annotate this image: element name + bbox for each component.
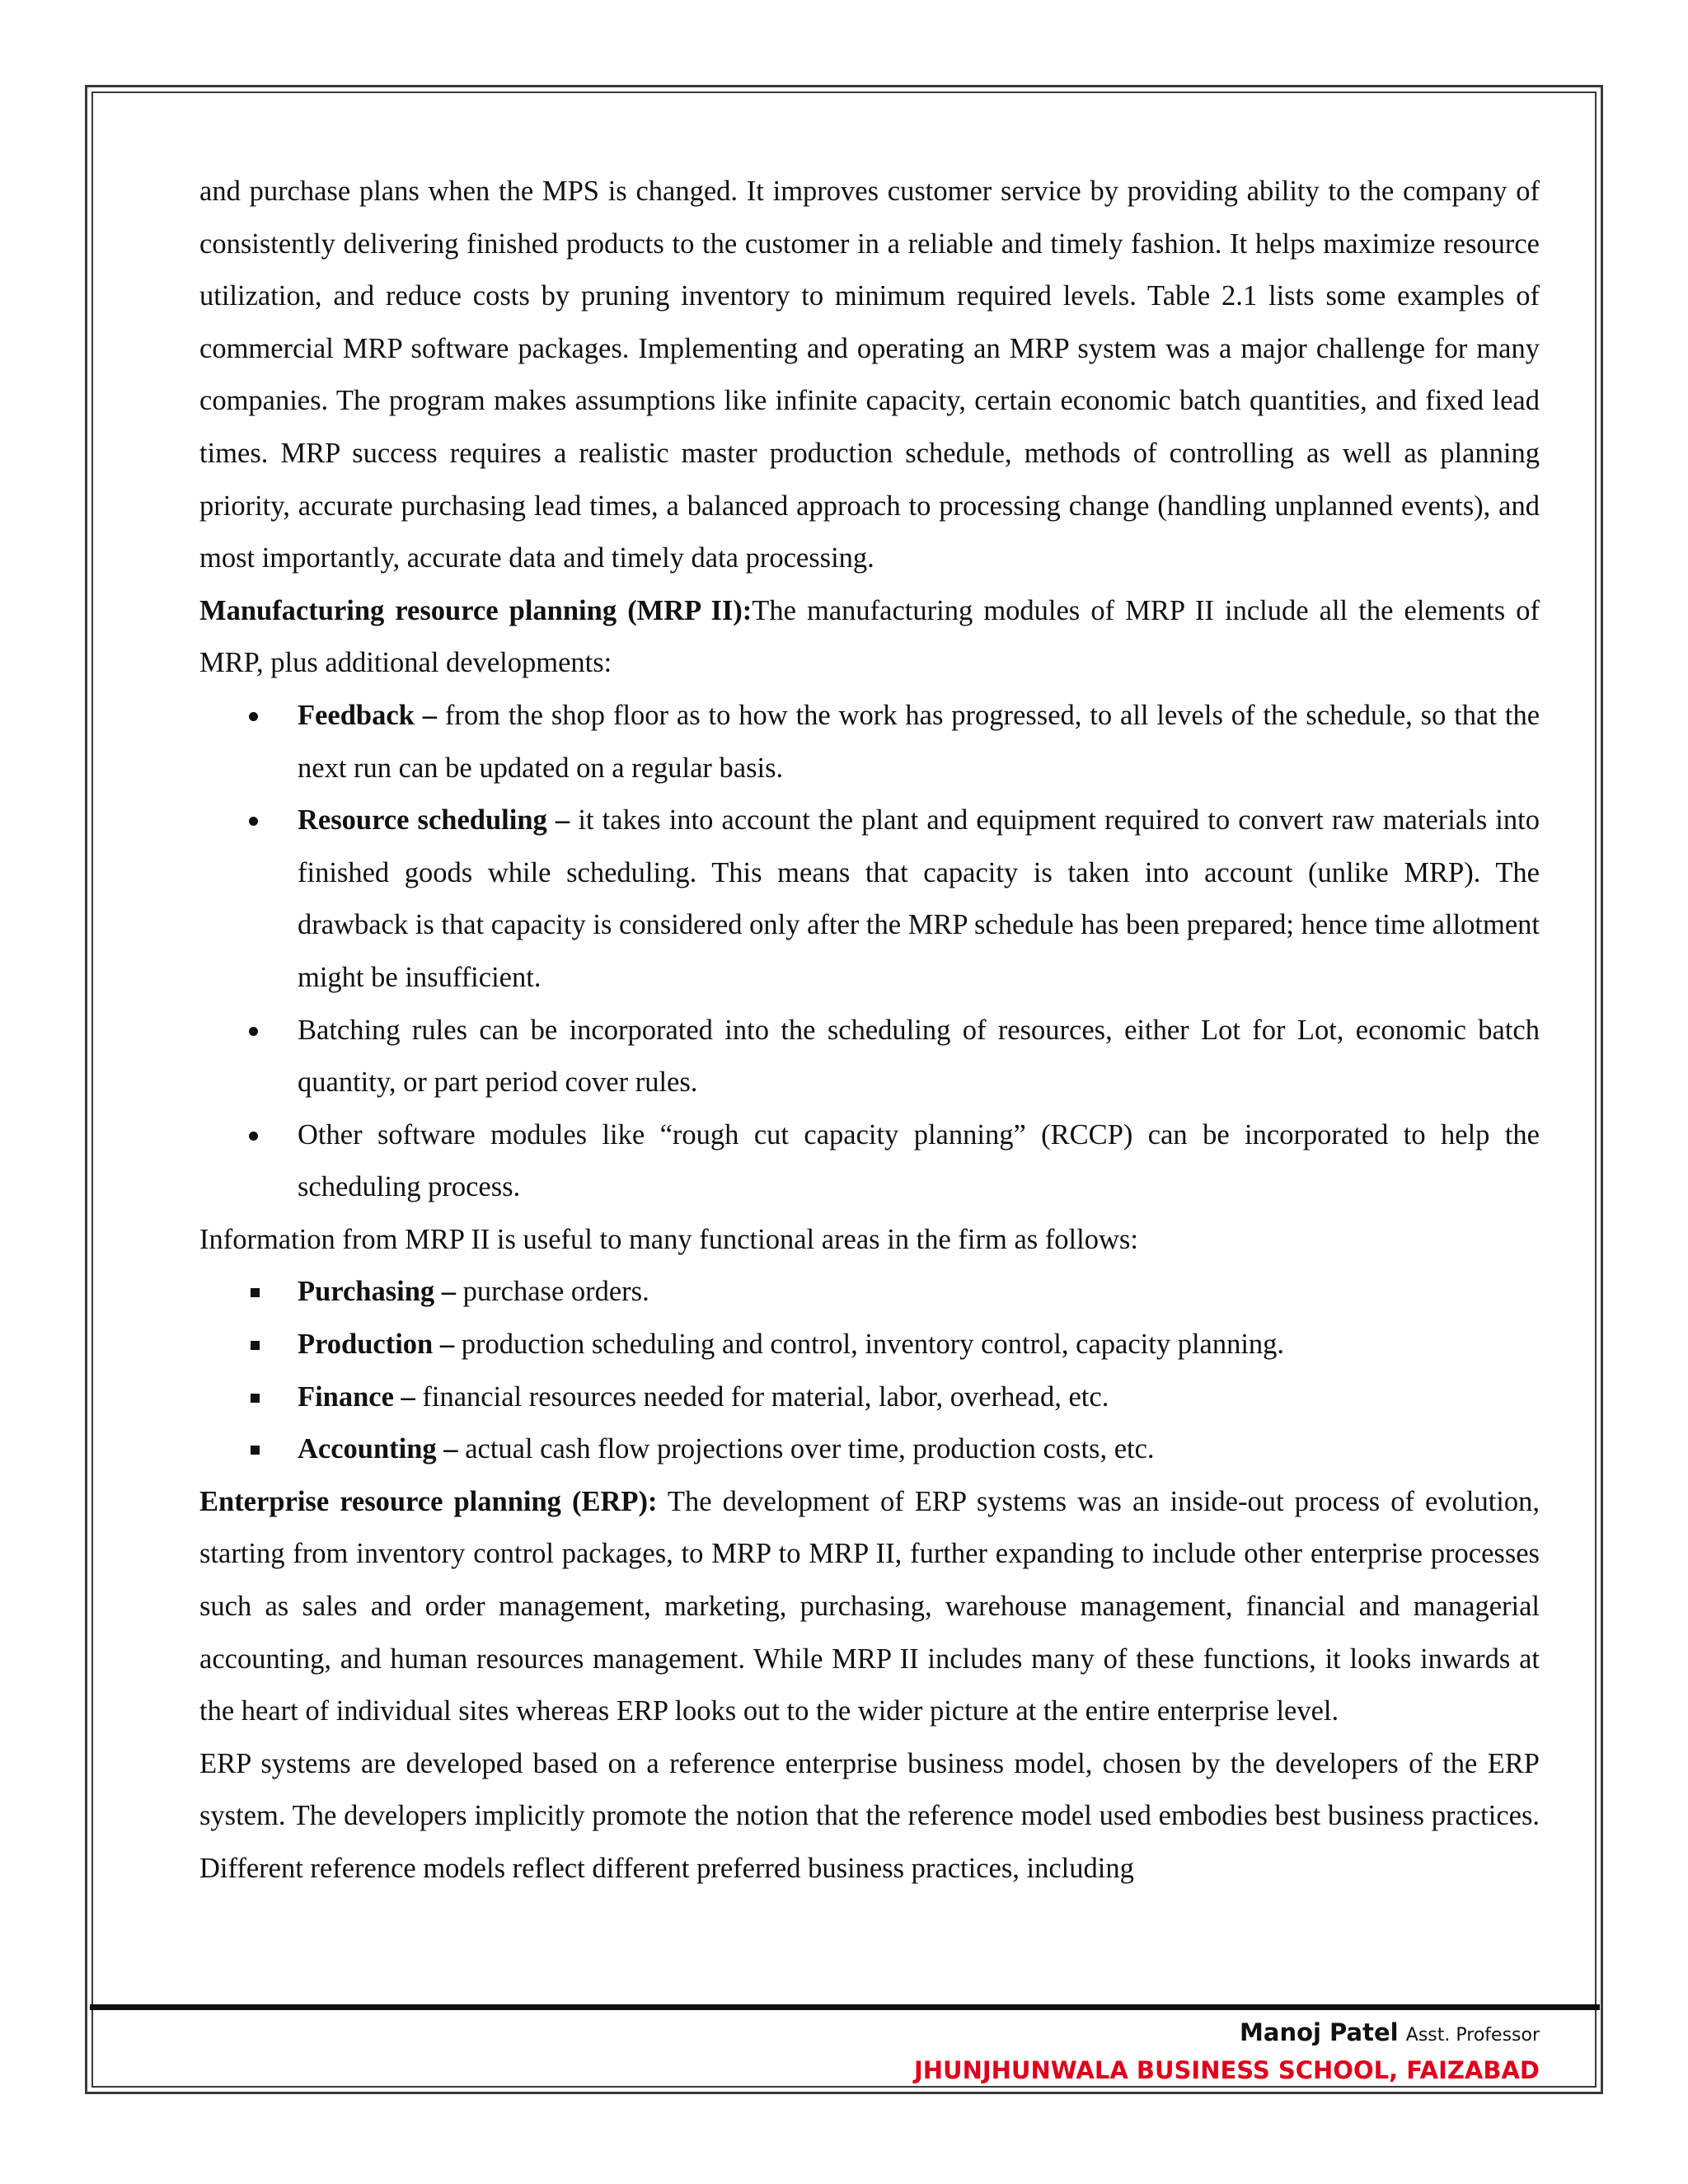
- erp-paragraph-2: ERP systems are developed based on a reference enterprise business model, chosen by the developers of the ERP system. The developers implicitly promote the notion that the reference model used embodies best business practices. Different reference models reflect different preferred business practices, including: [199, 1747, 1540, 1884]
- bullet-square-icon: [251, 1446, 260, 1455]
- list-item-term: Feedback –: [298, 699, 437, 731]
- list-item-text: purchase orders.: [456, 1276, 649, 1308]
- page-footer: [914, 2016, 1540, 2088]
- list-item-term: Purchasing –: [298, 1276, 457, 1308]
- school-name: JHUNJHUNWALA BUSINESS SCHOOL, FAIZABAD: [913, 2056, 1540, 2084]
- list-item: [199, 794, 1540, 1004]
- list-item: [199, 1423, 1540, 1476]
- mrp2-list: [199, 690, 1540, 1214]
- list-item-term: Production –: [298, 1329, 455, 1361]
- list-item-text: actual cash flow projections over time, production costs, etc.: [457, 1433, 1155, 1465]
- author-line: [914, 2016, 1540, 2052]
- author-name: Manoj Patel: [1240, 2018, 1399, 2046]
- bullet-square-icon: [251, 1394, 260, 1403]
- bullet-square-icon: [251, 1288, 260, 1297]
- list-item: [199, 1005, 1540, 1109]
- bullet-dot-icon: [249, 712, 258, 721]
- info-list: [199, 1266, 1540, 1475]
- page-body: [199, 166, 1540, 1896]
- mrp2-paragraph: [199, 585, 1540, 690]
- list-item-text: it takes into account the plant and equipment required to convert raw materials into finished goods while scheduling. This means that capacity is taken into account (unlike MRP). The drawback is that capacity is considered only after the MRP schedule has been prepared; hence time allotment might be insufficient.: [298, 804, 1540, 993]
- list-item: [199, 1371, 1540, 1424]
- mrp2-text: The manufacturing modules of MRP II include all the elements of MRP, plus additional developments:: [199, 594, 1540, 679]
- list-item: [199, 1109, 1540, 1214]
- list-item-text: production scheduling and control, inventory control, capacity planning.: [454, 1329, 1285, 1361]
- list-item: [199, 1319, 1540, 1371]
- list-item-term: Finance –: [298, 1380, 415, 1413]
- footer-rule: [90, 2004, 1600, 2010]
- list-item-term: Accounting –: [298, 1433, 458, 1465]
- erp-text: The development of ERP systems was an inside-out process of evolution, starting from inventory control packages, to MRP to MRP II, further expanding to include other enterprise processes such as sales and order management, marketing, purchasing, warehouse management, financial and managerial accounting, and human resources management. While MRP II includes many of these functions, it looks inwards at the heart of individual sites whereas ERP looks out to the wider picture at the entire enterprise level.: [199, 1485, 1540, 1727]
- list-item-term: Resource scheduling –: [298, 804, 570, 837]
- mrp2-heading: Manufacturing resource planning (MRP II):: [199, 594, 753, 626]
- bullet-square-icon: [251, 1341, 260, 1350]
- list-item-text: Batching rules can be incorporated into the scheduling of resources, either Lot for Lot, economic batch quantity, or part period cover rules.: [298, 1014, 1540, 1099]
- list-item-text: from the shop floor as to how the work has progressed, to all levels of the schedule, so that the next run can be updated on a regular basis.: [298, 699, 1540, 784]
- erp-heading: Enterprise resource planning (ERP):: [199, 1485, 658, 1517]
- info-intro: Information from MRP II is useful to many functional areas in the firm as follows:: [199, 1223, 1138, 1255]
- list-item-text: Other software modules like “rough cut capacity planning” (RCCP) can be incorporated to help the scheduling process.: [298, 1118, 1540, 1203]
- bullet-dot-icon: [249, 1027, 258, 1036]
- bullet-dot-icon: [249, 1132, 258, 1141]
- list-item: [199, 690, 1540, 794]
- list-item: [199, 1266, 1540, 1319]
- bullet-dot-icon: [249, 817, 258, 826]
- intro-paragraph: and purchase plans when the MPS is changed. It improves customer service by providing ability to the company of consistently delivering finished products to the customer in a reliable and timely fashion. It helps maximize resource utilization, and reduce costs by pruning inventory to minimum required levels. Table 2.1 lists some examples of commercial MRP software packages. Implementing and operating an MRP system was a major challenge for many companies. The program makes assumptions like infinite capacity, certain economic batch quantities, and fixed lead times. MRP success requires a realistic master production schedule, methods of controlling as well as planning priority, accurate purchasing lead times, a balanced approach to processing change (handling unplanned events), and most importantly, accurate data and timely data processing.: [199, 176, 1540, 574]
- list-item-text: financial resources needed for material, labor, overhead, etc.: [415, 1380, 1109, 1413]
- author-role: Asst. Professor: [1405, 2025, 1540, 2046]
- erp-paragraph: [199, 1476, 1540, 1738]
